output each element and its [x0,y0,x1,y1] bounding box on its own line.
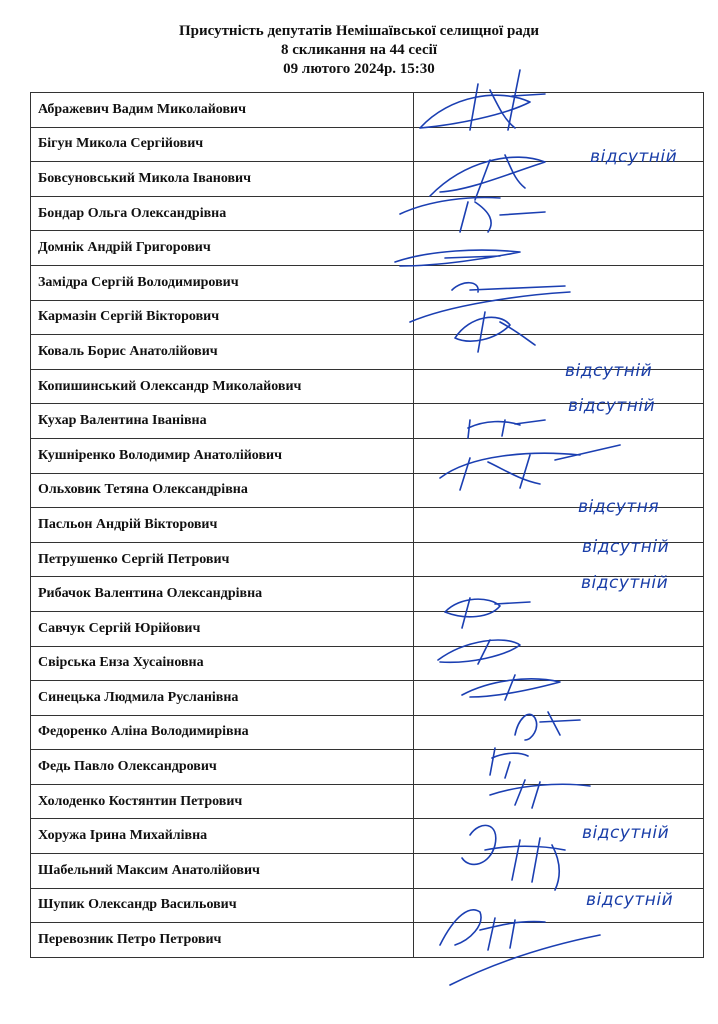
table-row [31,854,704,889]
table-row [31,784,704,819]
table-row [31,438,704,473]
signature-cell [414,750,704,785]
signature-cell [414,473,704,508]
deputy-name: Перевозник Петро Петрович [31,923,414,958]
signature-cell [414,542,704,577]
deputy-name: Шупик Олександр Васильович [31,888,414,923]
table-row [31,611,704,646]
table-row [31,508,704,543]
table-row [31,231,704,266]
deputy-name: Хоружа Ірина Михайлівна [31,819,414,854]
deputy-name: Рибачок Валентина Олександрівна [31,577,414,612]
signature-cell [414,819,704,854]
table-row [31,715,704,750]
deputy-name: Ольховик Тетяна Олександрівна [31,473,414,508]
signature-cell [414,335,704,370]
signature-cell [414,127,704,162]
deputy-name: Холоденко Костянтин Петрович [31,784,414,819]
deputy-name: Замідра Сергій Володимирович [31,265,414,300]
deputy-name: Кармазін Сергій Вікторович [31,300,414,335]
table-row [31,577,704,612]
signature-cell [414,681,704,716]
deputy-name: Абражевич Вадим Миколайович [31,93,414,128]
convocation-session: 8 скликання на 44 сесії [281,42,437,58]
deputy-name: Федь Павло Олександрович [31,750,414,785]
deputy-name: Бондар Ольга Олександрівна [31,196,414,231]
signature-cell [414,784,704,819]
table-row [31,127,704,162]
signature-cell [414,265,704,300]
absent-note: відсутній [582,537,670,557]
signature-cell [414,369,704,404]
absent-note: відсутня [578,497,660,517]
deputy-name: Петрушенко Сергій Петрович [31,542,414,577]
absent-note: відсутній [582,823,670,843]
deputy-name: Савчук Сергій Юрійович [31,611,414,646]
table-row [31,265,704,300]
table-row [31,300,704,335]
deputy-name: Домнік Андрій Григорович [31,231,414,266]
table-row [31,681,704,716]
document-header [0,22,718,79]
session-date-time: 09 лютого 2024р. 15:30 [283,61,435,77]
table-row [31,750,704,785]
deputy-name: Федоренко Аліна Володимирівна [31,715,414,750]
signature-cell [414,646,704,681]
deputy-name: Синецька Людмила Русланівна [31,681,414,716]
signature-cell [414,196,704,231]
signature-cell [414,923,704,958]
table-row [31,93,704,128]
deputy-name: Коваль Борис Анатолійович [31,335,414,370]
deputy-name: Бігун Микола Сергійович [31,127,414,162]
signature-cell [414,577,704,612]
deputy-name: Кушніренко Володимир Анатолійович [31,438,414,473]
signature-cell [414,611,704,646]
table-row [31,473,704,508]
signature-cell [414,438,704,473]
signature-cell [414,715,704,750]
document-title: Присутність депутатів Немішаївської селищної ради [178,23,540,39]
deputy-name: Свірська Енза Хусаіновна [31,646,414,681]
signature-cell [414,300,704,335]
deputy-name: Пасльон Андрій Вікторович [31,508,414,543]
signature-cell [414,508,704,543]
deputy-name: Кухар Валентина Іванівна [31,404,414,439]
table-row [31,646,704,681]
signature-cell [414,888,704,923]
signature-cell [414,854,704,889]
signature-cell [414,231,704,266]
table-row [31,888,704,923]
deputy-name: Шабельний Максим Анатолійович [31,854,414,889]
deputy-name: Бовсуновський Микола Іванович [31,162,414,197]
table-row [31,369,704,404]
absent-note: відсутній [568,396,656,416]
table-row [31,335,704,370]
table-row [31,819,704,854]
table-row [31,162,704,197]
attendance-table [30,92,704,958]
table-row [31,404,704,439]
absent-note: відсутній [586,890,674,910]
signature-cell [414,404,704,439]
absent-note: відсутній [581,573,669,593]
table-row [31,923,704,958]
deputy-name: Копишинський Олександр Миколайович [31,369,414,404]
signature-cell [414,93,704,128]
table-row [31,542,704,577]
absent-note: відсутній [565,361,653,381]
absent-note: відсутній [590,147,678,167]
table-row [31,196,704,231]
signature-cell [414,162,704,197]
